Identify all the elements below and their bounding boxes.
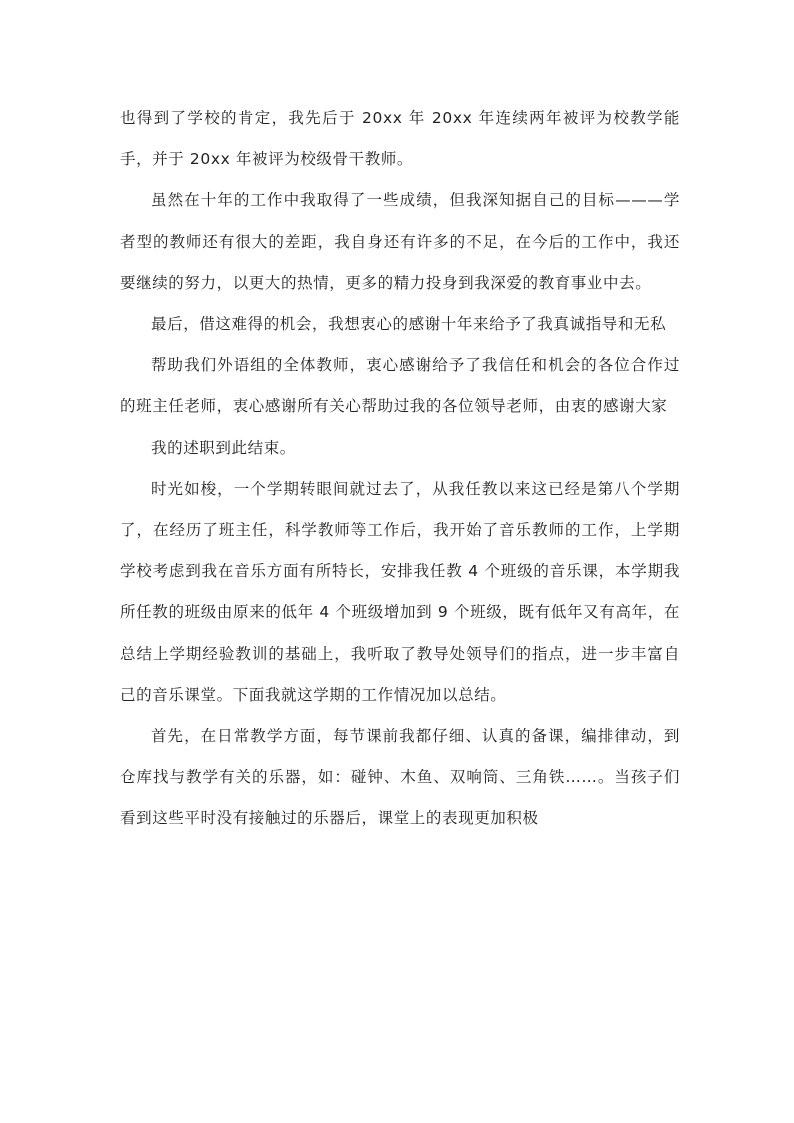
paragraph-4: 帮助我们外语组的全体教师，衷心感谢给予了我信任和机会的各位合作过的班主任老师，衷心感谢所有关心帮助过我的各位领导老师，由衷的感谢大家: [120, 356, 680, 416]
paragraph-2: 虽然在十年的工作中我取得了一些成绩，但我深知据自己的目标———学者型的教师还有很大的差距，我自身还有许多的不足，在今后的工作中，我还要继续的努力，以更大的热情，更多的精力投身到我深爱的教育事业中去。: [120, 191, 680, 292]
paragraph-6: 时光如梭，一个学期转眼间就过去了，从我任教以来这已经是第八个学期了，在经历了班主任，科学教师等工作后，我开始了音乐教师的工作，上学期学校考虑到我在音乐方面有所特长，安排我任教 4 个班级的音乐课，本学期我所任教的班级由原来的低年 4 个班级增加到 9 个班级，既有低年又有高年，在总结上学期经验教训的基础上，我听取了教导处领导们的指点，进一步丰富自己的音乐课堂。下面我就这学期的工作情况加以总结。: [120, 479, 680, 704]
paragraph-7: 首先，在日常教学方面，每节课前我都仔细、认真的备课，编排律动，到仓库找与教学有关的乐器，如：碰钟、木鱼、双响筒、三角铁……。当孩子们看到这些平时没有接触过的乐器后，课堂上的表现更加积极: [120, 727, 680, 828]
document-body: [120, 98, 680, 840]
paragraph-1: 也得到了学校的肯定，我先后于 20xx 年 20xx 年连续两年被评为校教学能手，并于 20xx 年被评为校级骨干教师。: [120, 109, 680, 169]
paragraph-5: 我的述职到此结束。: [151, 438, 296, 457]
paragraph-3: 最后，借这难得的机会，我想衷心的感谢十年来给予了我真诚指导和无私: [151, 315, 667, 334]
